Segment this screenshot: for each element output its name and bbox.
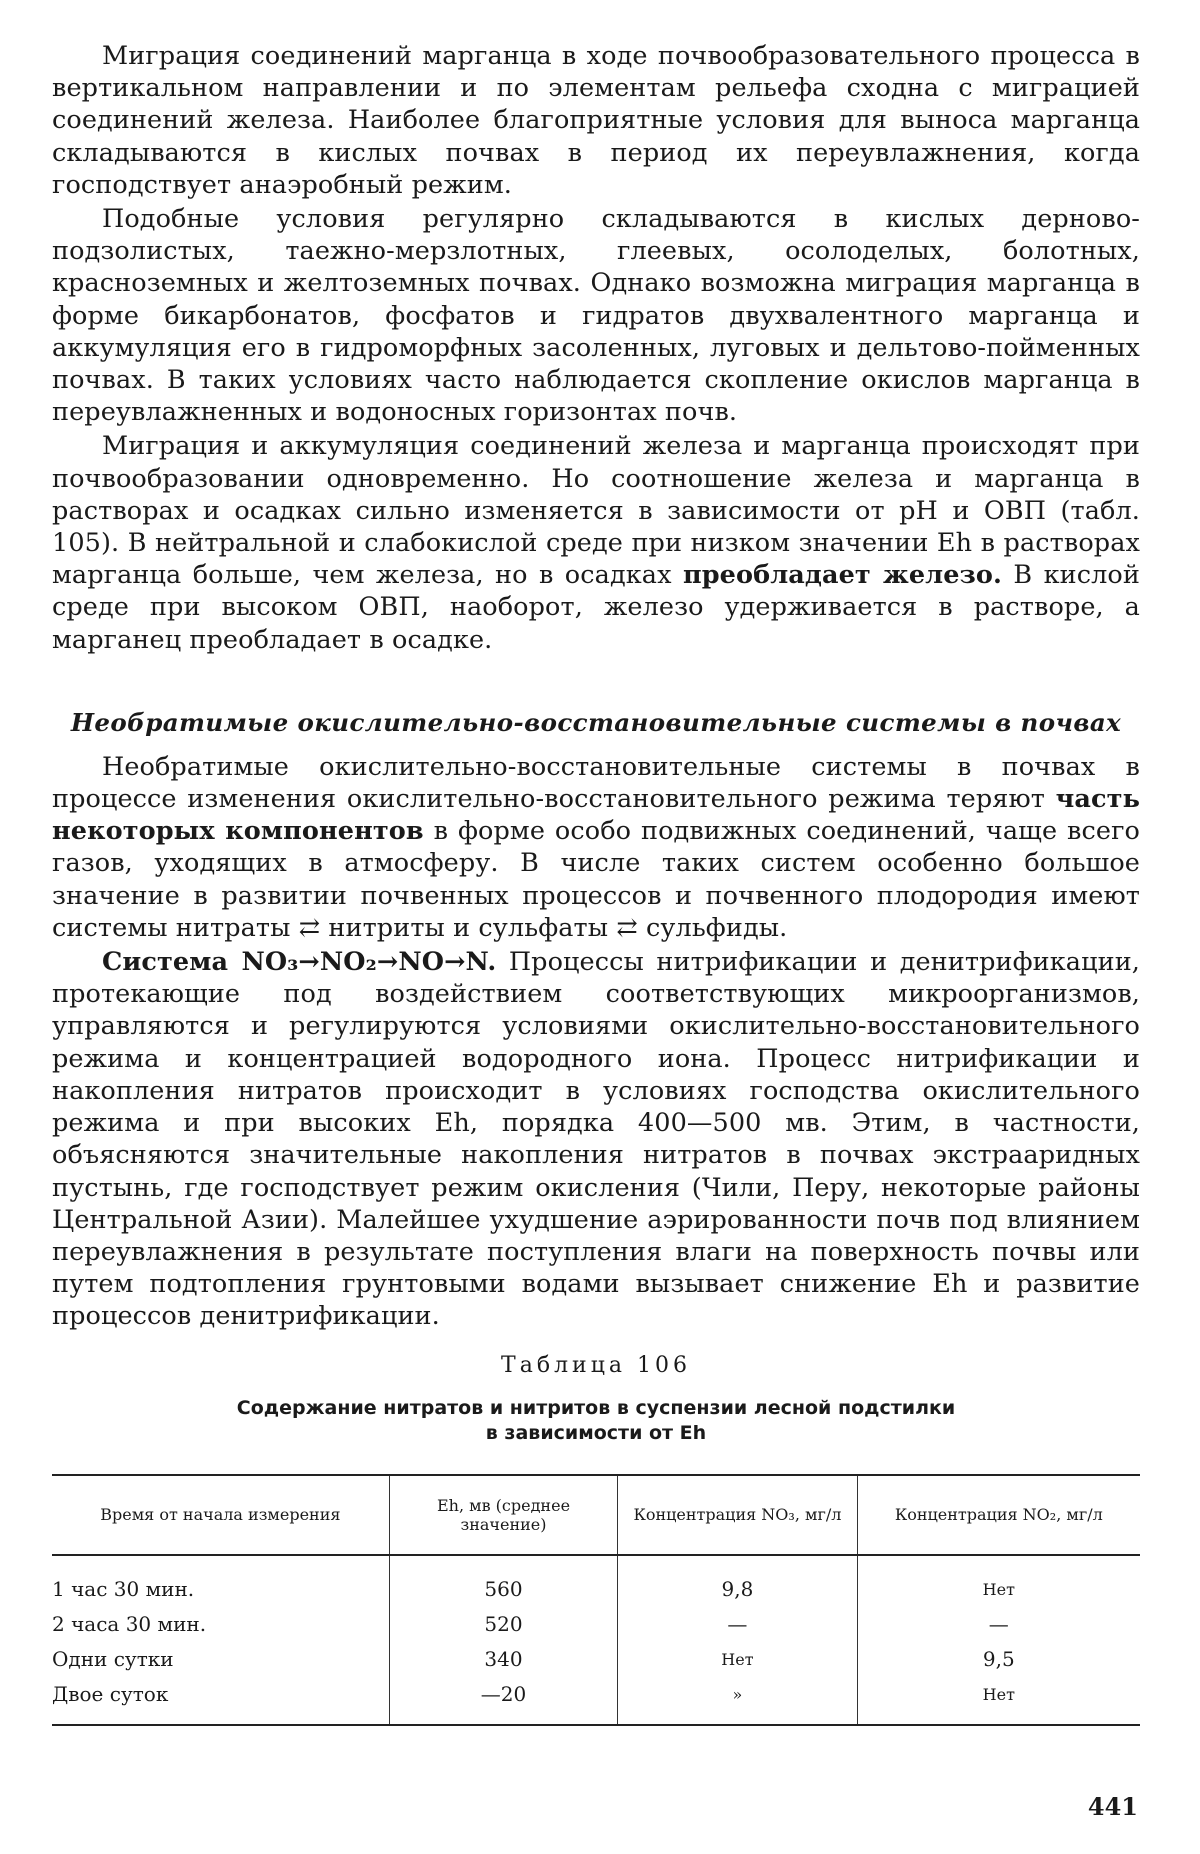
header-no2: Концентрация NO₂, мг/л [857, 1475, 1140, 1555]
cell-time: Одни сутки [52, 1642, 389, 1677]
paragraph-iron-manganese-ratio [52, 430, 1140, 655]
cell-no3: — [618, 1607, 857, 1642]
nitrate-nitrite-table [52, 1474, 1140, 1726]
document-page [52, 40, 1140, 1726]
paragraph-nitrogen-system [52, 946, 1140, 1332]
nitrogen-system-text: Процессы нитрификации и денитрификации, протекающие под воздействием соответствующих микроорганизмов, управляются и регулируются условиями окислительно-восстановительного режима и концентрацией водородного иона. Процесс нитрификации и накопления нитратов происходит в условиях господства окислительного режима и при высоких Eh, порядка 400—500 мв. Этим, в частности, объясняются значительные накопления нитратов в почвах экстрааридных пустынь, где господствует режим окисления (Чили, Перу, некоторые районы Центральной Азии). Малейшее ухудшение аэрированности почв под влиянием переувлажнения в результате поступления влаги на поверхность почвы или путем подтопления грунтовыми водами вызывает снижение Eh и развитие процессов денитрификации. [52, 947, 1140, 1331]
paragraph-iron-manganese-ratio-bold: преобладает железо. [683, 560, 1002, 590]
cell-time: 1 час 30 мин. [52, 1555, 389, 1607]
table-row [52, 1555, 1140, 1607]
cell-no3: 9,8 [618, 1555, 857, 1607]
header-no3: Концентрация NO₃, мг/л [618, 1475, 857, 1555]
header-time: Время от начала измерения [52, 1475, 389, 1555]
table-label: Таблица 106 [52, 1353, 1140, 1378]
header-eh: Eh, мв (среднее значение) [389, 1475, 617, 1555]
paragraph-iron-manganese-ratio-start: Миграция и аккумуляция соединений железа и марганца происходят при почвообразовании одновременно. Но соотношение железа и марганца в растворах и осадках сильно изменяется в зависимости от pH и ОВП (табл. 105). В нейтральной и слабокислой среде при низком значении Eh в растворах марганца больше, чем железа, но в осадках [52, 431, 1140, 590]
cell-eh: 560 [389, 1555, 617, 1607]
cell-eh: —20 [389, 1677, 617, 1725]
cell-time: 2 часа 30 мин. [52, 1607, 389, 1642]
paragraph-manganese-migration: Миграция соединений марганца в ходе почвообразовательного процесса в вертикальном направлении и по элементам рельефа сходна с миграцией соединений железа. Наиболее благоприятные условия для выноса марганца складываются в кислых почвах в период их переувлажнения, когда господствует анаэробный режим. [52, 40, 1140, 201]
paragraph-irreversible-systems-bold: часть некоторых компонентов [52, 784, 1140, 846]
table-row [52, 1677, 1140, 1725]
cell-no3: Нет [618, 1642, 857, 1677]
nitrogen-system-label: Система NO₃→NO₂→NO→N. [102, 947, 496, 977]
cell-no2: — [857, 1607, 1140, 1642]
paragraph-soil-conditions: Подобные условия регулярно складываются в кислых дерново-подзолистых, таежно-мерзлотных, глеевых, осолоделых, болотных, красноземных и желтоземных почвах. Однако возможна миграция марганца в форме бикарбонатов, фосфатов и гидратов двухвалентного марганца и аккумуляция его в гидроморфных засоленных, луговых и дельтово-пойменных почвах. В таких условиях часто наблюдается скопление окислов марганца в переувлажненных и водоносных горизонтах почв. [52, 203, 1140, 428]
paragraph-irreversible-systems-end: в форме особо подвижных соединений, чаще всего газов, уходящих в атмосферу. В числе таких систем особенно большое значение в развитии почвенных процессов и почвенного плодородия имеют системы нитраты ⇄ нитриты и сульфаты ⇄ сульфиды. [52, 816, 1140, 943]
paragraph-irreversible-systems [52, 751, 1140, 944]
cell-eh: 520 [389, 1607, 617, 1642]
cell-no2: 9,5 [857, 1642, 1140, 1677]
table-title [52, 1396, 1140, 1446]
table-title-line-1: Содержание нитратов и нитритов в суспензии лесной подстилки [52, 1396, 1140, 1421]
cell-no2: Нет [857, 1555, 1140, 1607]
table-header-row [52, 1475, 1140, 1555]
page-number: 441 [1088, 1792, 1138, 1821]
cell-no2: Нет [857, 1677, 1140, 1725]
table-row [52, 1607, 1140, 1642]
paragraph-irreversible-systems-start: Необратимые окислительно-восстановительные системы в почвах в процессе изменения окислительно-восстановительного режима теряют [52, 752, 1140, 814]
paragraph-iron-manganese-ratio-end: В кислой среде при высоком ОВП, наоборот, железо удерживается в растворе, а марганец преобладает в осадке. [52, 560, 1140, 654]
cell-no3: » [618, 1677, 857, 1725]
table-row [52, 1642, 1140, 1677]
cell-eh: 340 [389, 1642, 617, 1677]
table-title-line-2: в зависимости от Eh [52, 1421, 1140, 1446]
section-heading-irreversible-systems: Необратимые окислительно-восстановительные системы в почвах [52, 708, 1140, 737]
cell-time: Двое суток [52, 1677, 389, 1725]
